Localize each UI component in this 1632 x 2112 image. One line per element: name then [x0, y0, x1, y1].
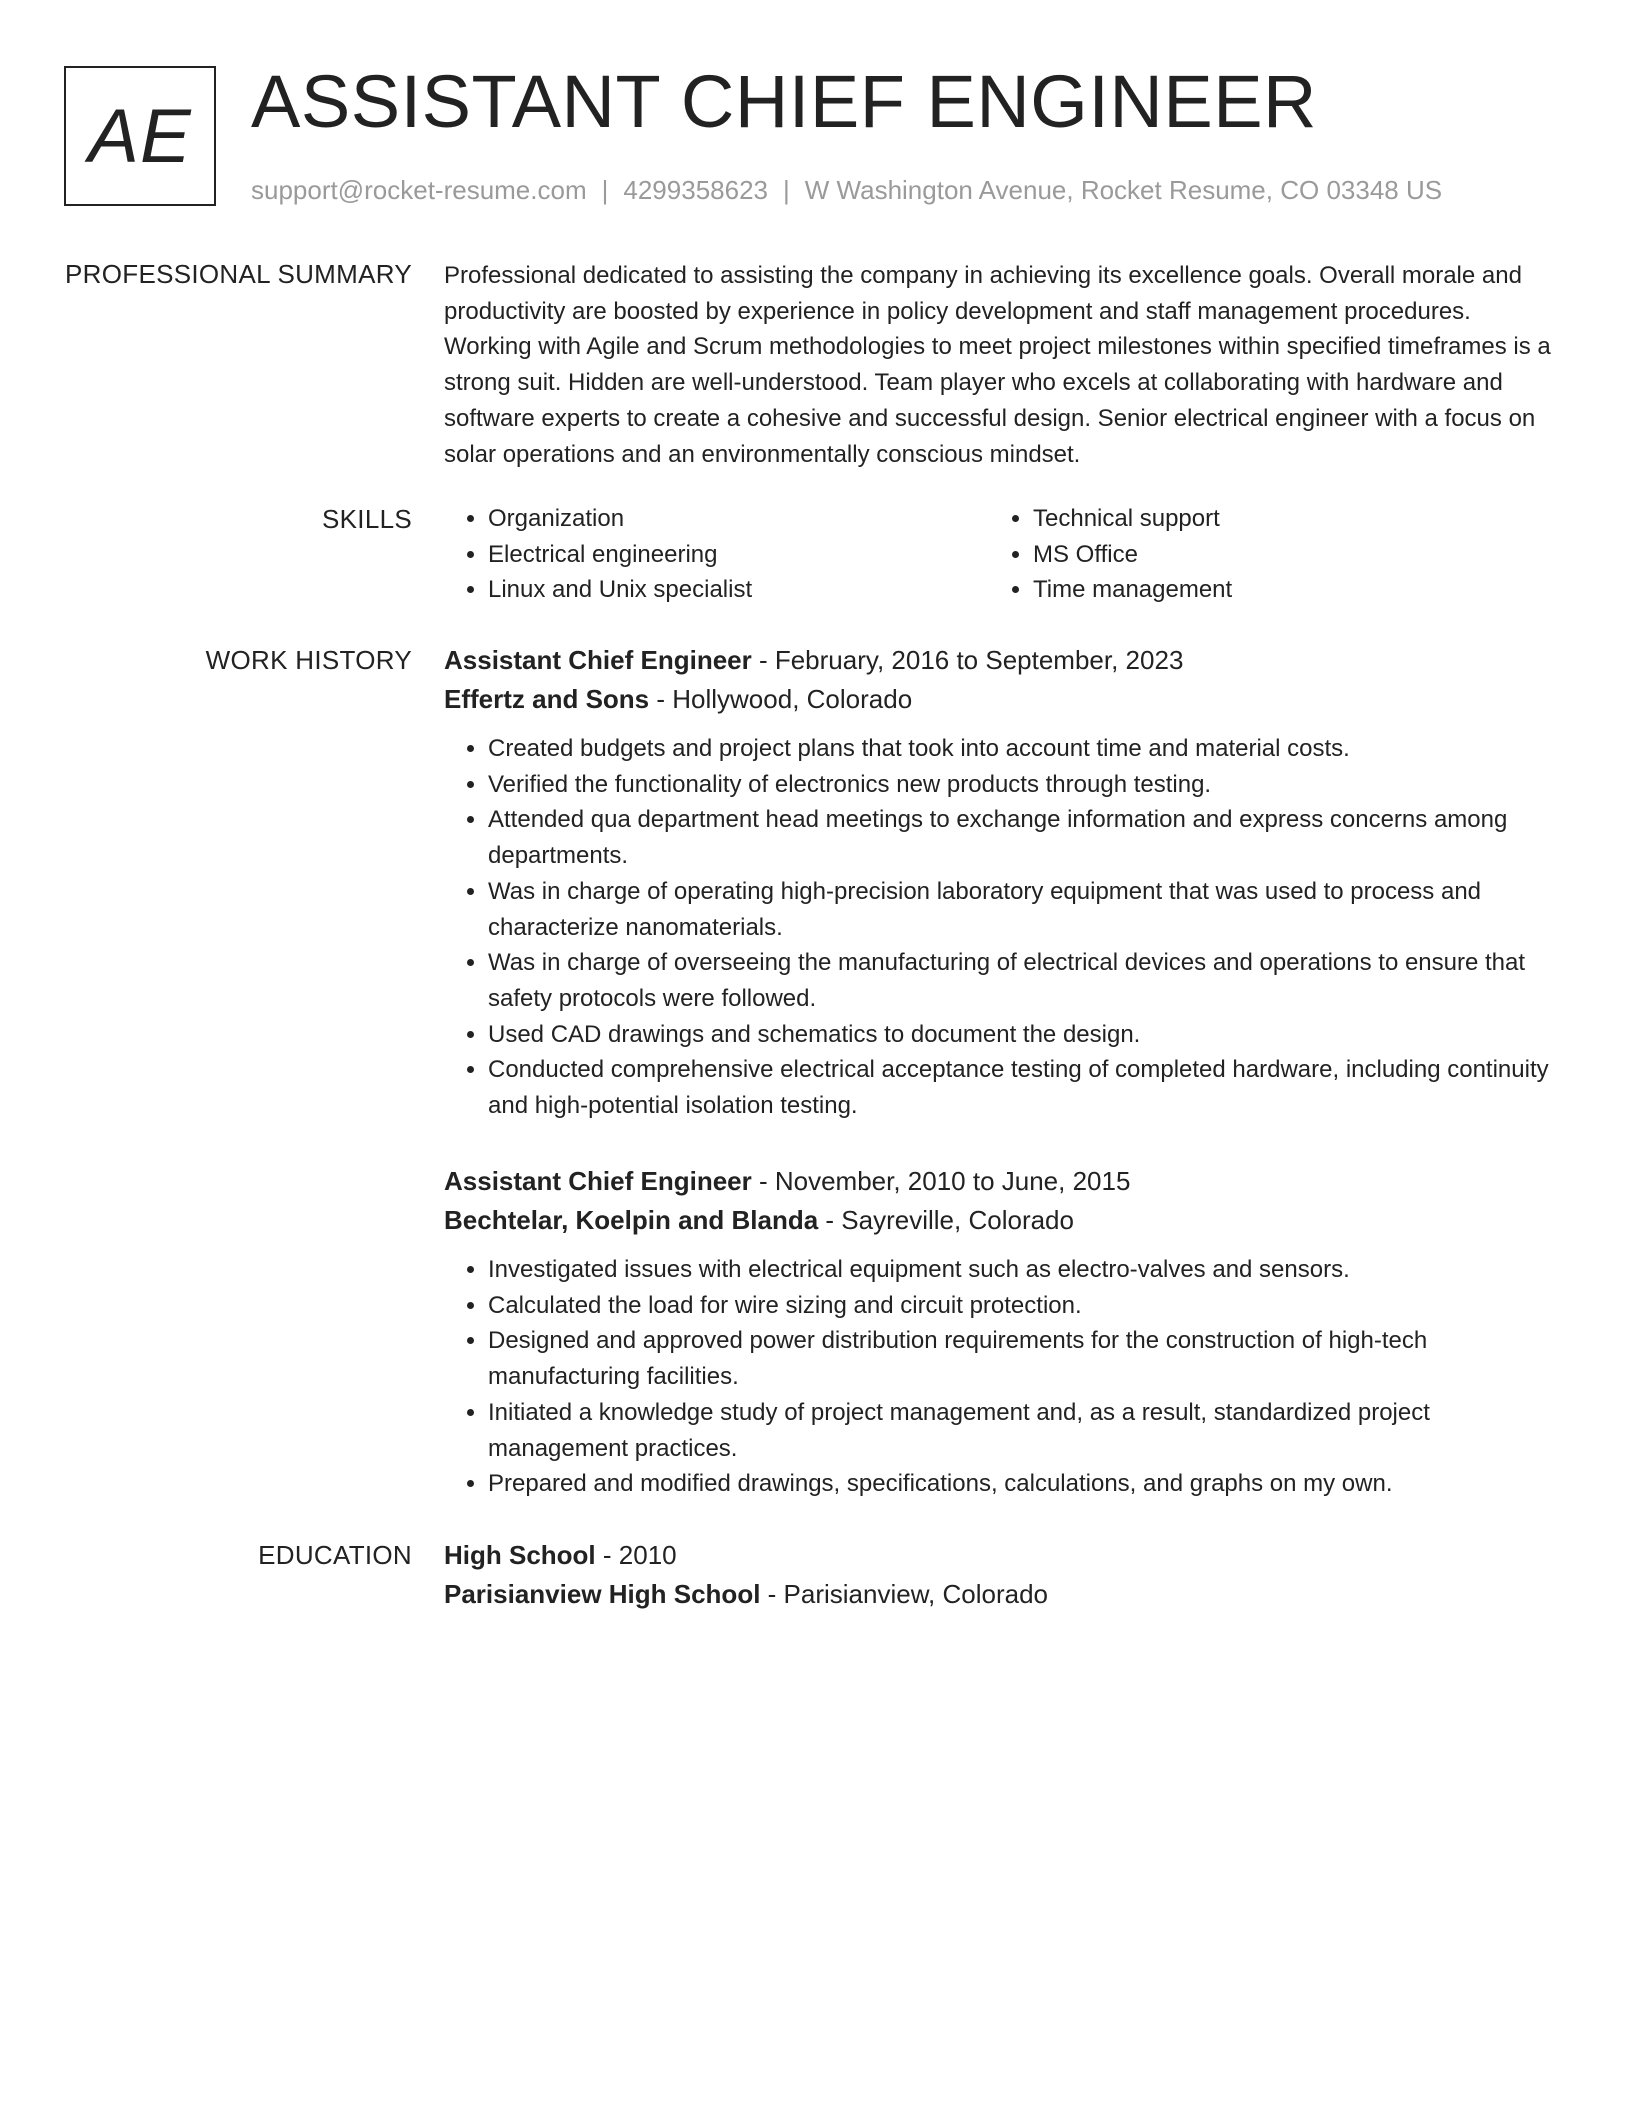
job-title-line — [444, 642, 1560, 678]
skills-list-right — [989, 501, 1534, 608]
job-entry — [444, 1163, 1560, 1502]
contact-separator: | — [783, 175, 790, 205]
job-title-line — [444, 1163, 1560, 1199]
education-school-line — [444, 1576, 1560, 1612]
contact-phone: 4299358623 — [623, 175, 768, 205]
job-bullets — [444, 731, 1560, 1124]
job-bullet: • Attended qua department head meetings to exchange information and express concerns among departments. — [488, 802, 1560, 873]
work-history-heading: WORK HISTORY — [205, 645, 412, 675]
contact-email: support@rocket-resume.com — [251, 175, 587, 205]
education-location: - Parisianview, Colorado — [760, 1579, 1048, 1609]
job-dates: - November, 2010 to June, 2015 — [751, 1166, 1131, 1196]
job-bullet: • Was in charge of overseeing the manufacturing of electrical devices and operations to ensure that safety protocols were followed. — [488, 945, 1560, 1016]
skill-item: • Linux and Unix specialist — [488, 572, 989, 608]
summary-text: Professional dedicated to assisting the company in achieving its excellence goals. Overall morale and productivity are boosted by experience in policy development and staff management procedures. Working with Agile and Scrum methodologies to meet project milestones within specified timeframes is a strong suit. Hidden are well-understood. Team player who excels at collaborating with hardware and software experts to create a cohesive and successful design. Senior electrical engineer with a focus on solar operations and an environmentally conscious mindset. — [444, 262, 1551, 468]
job-location: - Hollywood, Colorado — [649, 684, 913, 714]
job-entry — [444, 642, 1560, 1124]
job-bullet: • Created budgets and project plans that took into account time and material costs. — [488, 731, 1560, 767]
skills-grid — [444, 501, 1560, 608]
skill-item: • Time management — [1033, 572, 1534, 608]
education-heading: EDUCATION — [258, 1540, 412, 1570]
job-bullet: • Verified the functionality of electronics new products through testing. — [488, 767, 1560, 803]
job-bullet: • Conducted comprehensive electrical acceptance testing of completed hardware, including continuity and high-potential isolation testing. — [488, 1052, 1560, 1123]
job-bullet: • Calculated the load for wire sizing and circuit protection. — [488, 1288, 1560, 1324]
job-bullet: • Prepared and modified drawings, specifications, calculations, and graphs on my own. — [488, 1466, 1560, 1502]
job-company: Effertz and Sons — [444, 684, 650, 714]
resume-title: ASSISTANT CHIEF ENGINEER — [251, 60, 1317, 143]
summary-heading: PROFESSIONAL SUMMARY — [65, 259, 412, 289]
job-company-line — [444, 1202, 1560, 1238]
job-bullet: • Investigated issues with electrical equipment such as electro-valves and sensors. — [488, 1252, 1560, 1288]
job-bullet: • Designed and approved power distribution requirements for the construction of high-tech manufacturing facilities. — [488, 1323, 1560, 1394]
job-location: - Sayreville, Colorado — [818, 1205, 1074, 1235]
contact-line — [251, 173, 1442, 207]
job-bullets — [444, 1252, 1560, 1502]
job-title: Assistant Chief Engineer — [444, 1166, 752, 1196]
skills-heading: SKILLS — [322, 504, 412, 534]
job-title: Assistant Chief Engineer — [444, 645, 752, 675]
skill-item: • MS Office — [1033, 537, 1534, 573]
job-dates: - February, 2016 to September, 2023 — [751, 645, 1184, 675]
education-degree: High School — [444, 1540, 596, 1570]
contact-address: W Washington Avenue, Rocket Resume, CO 03348 US — [804, 175, 1443, 205]
job-bullet: • Used CAD drawings and schematics to document the design. — [488, 1017, 1560, 1053]
education-degree-line — [444, 1537, 1560, 1573]
job-company: Bechtelar, Koelpin and Blanda — [444, 1205, 819, 1235]
skills-list-left — [444, 501, 989, 608]
monogram-initials: AE — [88, 93, 192, 179]
skill-item: • Technical support — [1033, 501, 1534, 537]
education-year: - 2010 — [595, 1540, 677, 1570]
education-school: Parisianview High School — [444, 1579, 761, 1609]
contact-separator: | — [601, 175, 609, 205]
job-company-line — [444, 681, 1560, 717]
skill-item: • Electrical engineering — [488, 537, 989, 573]
job-bullet: • Was in charge of operating high-precision laboratory equipment that was used to process and characterize nanomaterials. — [488, 874, 1560, 945]
skill-item: • Organization — [488, 501, 989, 537]
job-bullet: • Initiated a knowledge study of project management and, as a result, standardized project management practices. — [488, 1395, 1560, 1466]
monogram-badge — [64, 66, 216, 206]
